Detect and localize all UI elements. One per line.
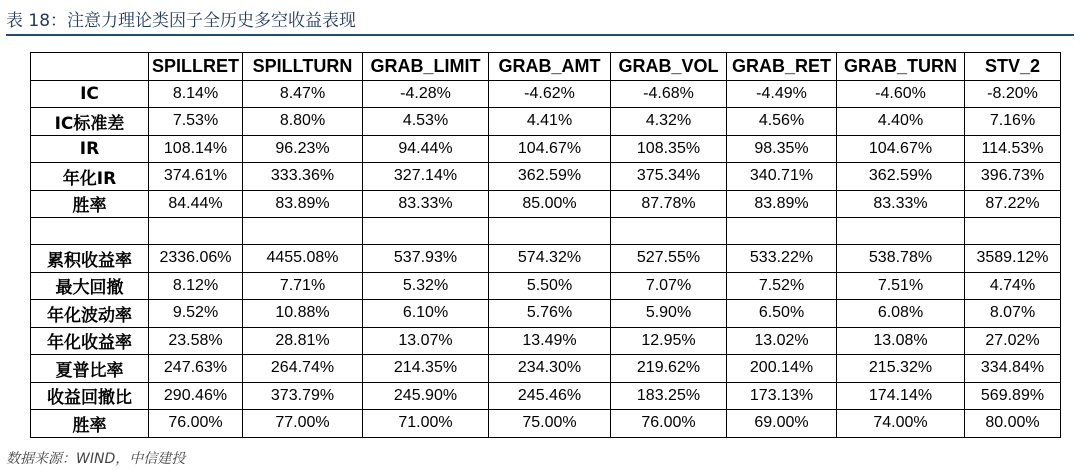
table-cell <box>363 218 489 245</box>
table-cell: 75.00% <box>489 410 611 438</box>
table-cell: 5.76% <box>489 300 611 328</box>
column-header: GRAB_LIMIT <box>363 53 489 81</box>
table-cell: 6.50% <box>727 300 837 328</box>
table-row <box>31 382 1061 410</box>
table-cell: 7.07% <box>611 272 727 300</box>
table-cell: 333.36% <box>243 163 363 191</box>
table-cell: 5.50% <box>489 272 611 300</box>
table-cell <box>489 218 611 245</box>
table-cell: 83.89% <box>727 190 837 218</box>
table-cell: 28.81% <box>243 327 363 355</box>
row-label: 胜率 <box>31 190 149 218</box>
row-label: IC标准差 <box>31 108 149 136</box>
table-cell: 4.32% <box>611 108 727 136</box>
table-cell: 373.79% <box>243 382 363 410</box>
table-cell: 7.71% <box>243 272 363 300</box>
table-cell: -4.68% <box>611 80 727 108</box>
table-cell: 245.46% <box>489 382 611 410</box>
table-cell: 83.89% <box>243 190 363 218</box>
table-cell: 13.02% <box>727 327 837 355</box>
table-cell: 69.00% <box>727 410 837 438</box>
column-header: GRAB_RET <box>727 53 837 81</box>
table-cell: 8.07% <box>965 300 1061 328</box>
column-header: SPILLTURN <box>243 53 363 81</box>
table-cell: 537.93% <box>363 245 489 273</box>
corner-cell <box>31 53 149 81</box>
row-label: 年化IR <box>31 163 149 191</box>
table-cell: 3589.12% <box>965 245 1061 273</box>
table-cell: 98.35% <box>727 135 837 163</box>
table-cell: 108.35% <box>611 135 727 163</box>
table-cell: 74.00% <box>837 410 965 438</box>
column-header: SPILLRET <box>149 53 243 81</box>
column-header: GRAB_TURN <box>837 53 965 81</box>
table-cell: 96.23% <box>243 135 363 163</box>
table-cell: 6.10% <box>363 300 489 328</box>
table-cell: 77.00% <box>243 410 363 438</box>
column-header: GRAB_AMT <box>489 53 611 81</box>
table-cell: 7.53% <box>149 108 243 136</box>
table-cell: -4.28% <box>363 80 489 108</box>
table-cell: 200.14% <box>727 355 837 383</box>
table-cell: 174.14% <box>837 382 965 410</box>
table-cell: 85.00% <box>489 190 611 218</box>
row-label: IC <box>31 80 149 108</box>
row-label: 胜率 <box>31 410 149 438</box>
table-cell: 374.61% <box>149 163 243 191</box>
table-cell: 9.52% <box>149 300 243 328</box>
table-cell: 13.07% <box>363 327 489 355</box>
column-header: STV_2 <box>965 53 1061 81</box>
table-cell: 13.49% <box>489 327 611 355</box>
table-cell: 7.16% <box>965 108 1061 136</box>
table-cell: -4.49% <box>727 80 837 108</box>
table-cell: 27.02% <box>965 327 1061 355</box>
table-cell: 83.33% <box>363 190 489 218</box>
table-row <box>31 272 1061 300</box>
table-cell: 104.67% <box>837 135 965 163</box>
header-row <box>31 53 1061 81</box>
table-cell: 527.55% <box>611 245 727 273</box>
table-cell: 2336.06% <box>149 245 243 273</box>
source-note: 数据来源：WIND，中信建投 <box>6 451 186 467</box>
row-label: 年化波动率 <box>31 300 149 328</box>
table-cell: 5.32% <box>363 272 489 300</box>
table-cell: 362.59% <box>489 163 611 191</box>
table-row <box>31 327 1061 355</box>
table-cell: 10.88% <box>243 300 363 328</box>
table-body <box>31 80 1061 437</box>
table-cell: 71.00% <box>363 410 489 438</box>
title-underline <box>6 34 1074 36</box>
table-cell: 214.35% <box>363 355 489 383</box>
table-cell: 4455.08% <box>243 245 363 273</box>
table-cell: 114.53% <box>965 135 1061 163</box>
table-cell: 12.95% <box>611 327 727 355</box>
table-title: 表 18：注意力理论类因子全历史多空收益表现 <box>6 11 357 31</box>
table-cell: 84.44% <box>149 190 243 218</box>
table-cell: 83.33% <box>837 190 965 218</box>
column-header: GRAB_VOL <box>611 53 727 81</box>
table-cell: 362.59% <box>837 163 965 191</box>
table-cell: 340.71% <box>727 163 837 191</box>
table-cell: 183.25% <box>611 382 727 410</box>
table-cell: 173.13% <box>727 382 837 410</box>
factor-performance-table <box>30 52 1061 438</box>
row-label: 最大回撤 <box>31 272 149 300</box>
table-cell: 23.58% <box>149 327 243 355</box>
table-cell: 327.14% <box>363 163 489 191</box>
table-cell: 5.90% <box>611 300 727 328</box>
table-cell: 7.51% <box>837 272 965 300</box>
table-cell: 8.14% <box>149 80 243 108</box>
table-row <box>31 163 1061 191</box>
table-row <box>31 108 1061 136</box>
table-cell: -4.60% <box>837 80 965 108</box>
table-cell: 87.78% <box>611 190 727 218</box>
table-cell: 7.52% <box>727 272 837 300</box>
table-cell: 533.22% <box>727 245 837 273</box>
table-row <box>31 355 1061 383</box>
table-cell <box>965 218 1061 245</box>
table-cell: 219.62% <box>611 355 727 383</box>
table-row <box>31 190 1061 218</box>
table-cell: 4.53% <box>363 108 489 136</box>
table-cell: 569.89% <box>965 382 1061 410</box>
table-cell: -8.20% <box>965 80 1061 108</box>
table-cell: 8.80% <box>243 108 363 136</box>
table-cell: 290.46% <box>149 382 243 410</box>
table-cell <box>727 218 837 245</box>
row-label <box>31 218 149 245</box>
table-row <box>31 80 1061 108</box>
row-label: IR <box>31 135 149 163</box>
table-cell: 334.84% <box>965 355 1061 383</box>
table-cell: 87.22% <box>965 190 1061 218</box>
table-cell: 4.40% <box>837 108 965 136</box>
table-cell: 104.67% <box>489 135 611 163</box>
table-cell <box>611 218 727 245</box>
table-cell: 94.44% <box>363 135 489 163</box>
table-cell: 234.30% <box>489 355 611 383</box>
table-cell: 76.00% <box>611 410 727 438</box>
row-label: 收益回撤比 <box>31 382 149 410</box>
table-cell: 13.08% <box>837 327 965 355</box>
table-cell: -4.62% <box>489 80 611 108</box>
table-cell: 80.00% <box>965 410 1061 438</box>
table-cell: 76.00% <box>149 410 243 438</box>
table-cell: 8.12% <box>149 272 243 300</box>
table-row <box>31 135 1061 163</box>
row-label: 夏普比率 <box>31 355 149 383</box>
table-cell: 396.73% <box>965 163 1061 191</box>
table-cell: 4.56% <box>727 108 837 136</box>
table-cell: 8.47% <box>243 80 363 108</box>
table-cell <box>243 218 363 245</box>
table-cell: 215.32% <box>837 355 965 383</box>
table-row <box>31 245 1061 273</box>
table-cell <box>837 218 965 245</box>
table-row <box>31 218 1061 245</box>
table-cell: 108.14% <box>149 135 243 163</box>
table-cell <box>149 218 243 245</box>
row-label: 年化收益率 <box>31 327 149 355</box>
table-cell: 6.08% <box>837 300 965 328</box>
table-cell: 375.34% <box>611 163 727 191</box>
table-row <box>31 300 1061 328</box>
row-label: 累积收益率 <box>31 245 149 273</box>
table-cell: 264.74% <box>243 355 363 383</box>
table-cell: 4.74% <box>965 272 1061 300</box>
table-cell: 245.90% <box>363 382 489 410</box>
table-row <box>31 410 1061 438</box>
table-cell: 538.78% <box>837 245 965 273</box>
table-cell: 4.41% <box>489 108 611 136</box>
table-cell: 247.63% <box>149 355 243 383</box>
table-cell: 574.32% <box>489 245 611 273</box>
